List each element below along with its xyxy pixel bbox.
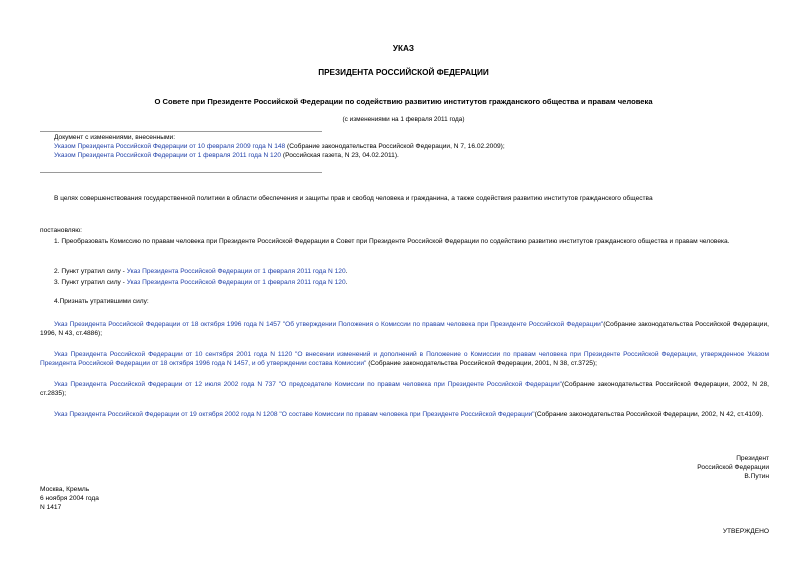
changes-item: [54, 143, 774, 152]
change-link-148[interactable]: Указом Президента Российской Федерации от 10 февраля 2009 года N 148: [54, 142, 286, 150]
point-2-link[interactable]: Указ Президента Российской Федерации от 1 февраля 2011 года N 120: [126, 268, 346, 275]
repealed-item: Указ Президента Российской Федерации от 10 сентября 2001 года N 1120 "О внесении изменений и дополнений в Положение о Комиссии по правам человека при Президенте Российской Федерации, утвержденное Указом Президента Российской Федерации от 18 октября 1996 года N 1457, и об утверждении состава Комиссии" (Собрание законодательства Российской Федерации, 2001, N 38, ст.3725);: [40, 351, 769, 367]
place: Москва, Кремль: [40, 486, 90, 493]
point-3: 3. Пункт утратил силу - Указ Президента Российской Федерации от 1 февраля 2011 года N 120.: [54, 279, 348, 286]
repealed-link-1457[interactable]: Указ Президента Российской Федерации от 18 октября 1996 года N 1457 "Об утверждении Положения о Комиссии по правам человека при Президенте Российской Федерации": [54, 321, 604, 328]
document-title: О Совете при Президенте Российской Федерации по содействию развитию институтов гражданского общества и правам человека: [154, 97, 653, 106]
preamble: В целях совершенствования государственной политики в области обеспечения и защиты прав и свобод человека и гражданина, а также содействия развитию институтов гражданского общества: [54, 195, 653, 202]
changes-bottom-divider: [40, 172, 322, 173]
repealed-link-737[interactable]: Указ Президента Российской Федерации от 12 июля 2002 года N 737 "О председателе Комиссии по правам человека при Президенте Российской Федерации": [54, 381, 563, 388]
date: 6 ноября 2004 года: [40, 494, 99, 502]
changes-item: [54, 152, 774, 161]
point-1: 1. Преобразовать Комиссию по правам человека при Президенте Российской Федерации в Совет при Президенте Российской Федерации по содействию развитию институтов гражданского общества и правам человека.: [54, 238, 730, 245]
signature-block: [697, 455, 769, 482]
changes-intro: Документ с изменениями, внесенными:: [54, 134, 176, 141]
repealed-link-1208[interactable]: Указ Президента Российской Федерации от 19 октября 2002 года N 1208 "О составе Комиссии по правам человека при Президенте Российской Федерации": [54, 411, 535, 418]
signature-country: Российской Федерации: [697, 463, 769, 471]
document-issuer: ПРЕЗИДЕНТА РОССИЙСКОЙ ФЕДЕРАЦИИ: [318, 68, 489, 77]
point-3-link[interactable]: Указ Президента Российской Федерации от 1 февраля 2011 года N 120: [126, 279, 346, 286]
point-2: 2. Пункт утратил силу - Указ Президента Российской Федерации от 1 февраля 2011 года N 120.: [54, 268, 348, 275]
signature-name: В.Путин: [744, 472, 769, 480]
point-4: 4.Признать утратившими силу:: [54, 298, 149, 305]
edition-note: (с изменениями на 1 февраля 2011 года): [342, 116, 465, 123]
changes-top-divider: [40, 131, 322, 132]
document-type: УКАЗ: [392, 44, 415, 53]
approved-label: УТВЕРЖДЕНО: [722, 528, 769, 535]
changes-block: [54, 134, 774, 161]
signature-title: Президент: [736, 455, 769, 462]
change-source: (Собрание законодательства Российской Федерации, N 7, 16.02.2009);: [285, 142, 505, 150]
decree-number: N 1417: [40, 503, 62, 511]
change-source: (Российская газета, N 23, 04.02.2011).: [281, 151, 399, 159]
change-link-120[interactable]: Указом Президента Российской Федерации от 1 февраля 2011 года N 120: [54, 151, 282, 159]
place-date-block: [40, 486, 99, 513]
repealed-item: Указ Президента Российской Федерации от 19 октября 2002 года N 1208 "О составе Комиссии по правам человека при Президенте Российской Федерации"(Собрание законодательства Российской Федерации, 2002, N 42, ст.4109).: [54, 411, 764, 418]
repealed-link-1120[interactable]: Указ Президента Российской Федерации от 10 сентября 2001 года N 1120 "О внесении изменений и дополнений в Положение о Комиссии по правам человека при Президенте Российской Федерации, утвержденное Указом Президента Российской Федерации от 18 октября 1996 года N 1457, и об утверждении состава Комиссии": [40, 351, 769, 367]
repealed-item: Указ Президента Российской Федерации от 12 июля 2002 года N 737 "О председателе Комиссии по правам человека при Президенте Российской Федерации"(Собрание законодательства Российской Федерации, 2002, N 28, ст.2835);: [40, 381, 769, 397]
repealed-item: Указ Президента Российской Федерации от 18 октября 1996 года N 1457 "Об утверждении Положения о Комиссии по правам человека при Президенте Российской Федерации"(Собрание законодательства Российской Федерации, 1996, N 43, ст.4886);: [40, 321, 769, 337]
decree-word: постановляю:: [40, 227, 83, 234]
